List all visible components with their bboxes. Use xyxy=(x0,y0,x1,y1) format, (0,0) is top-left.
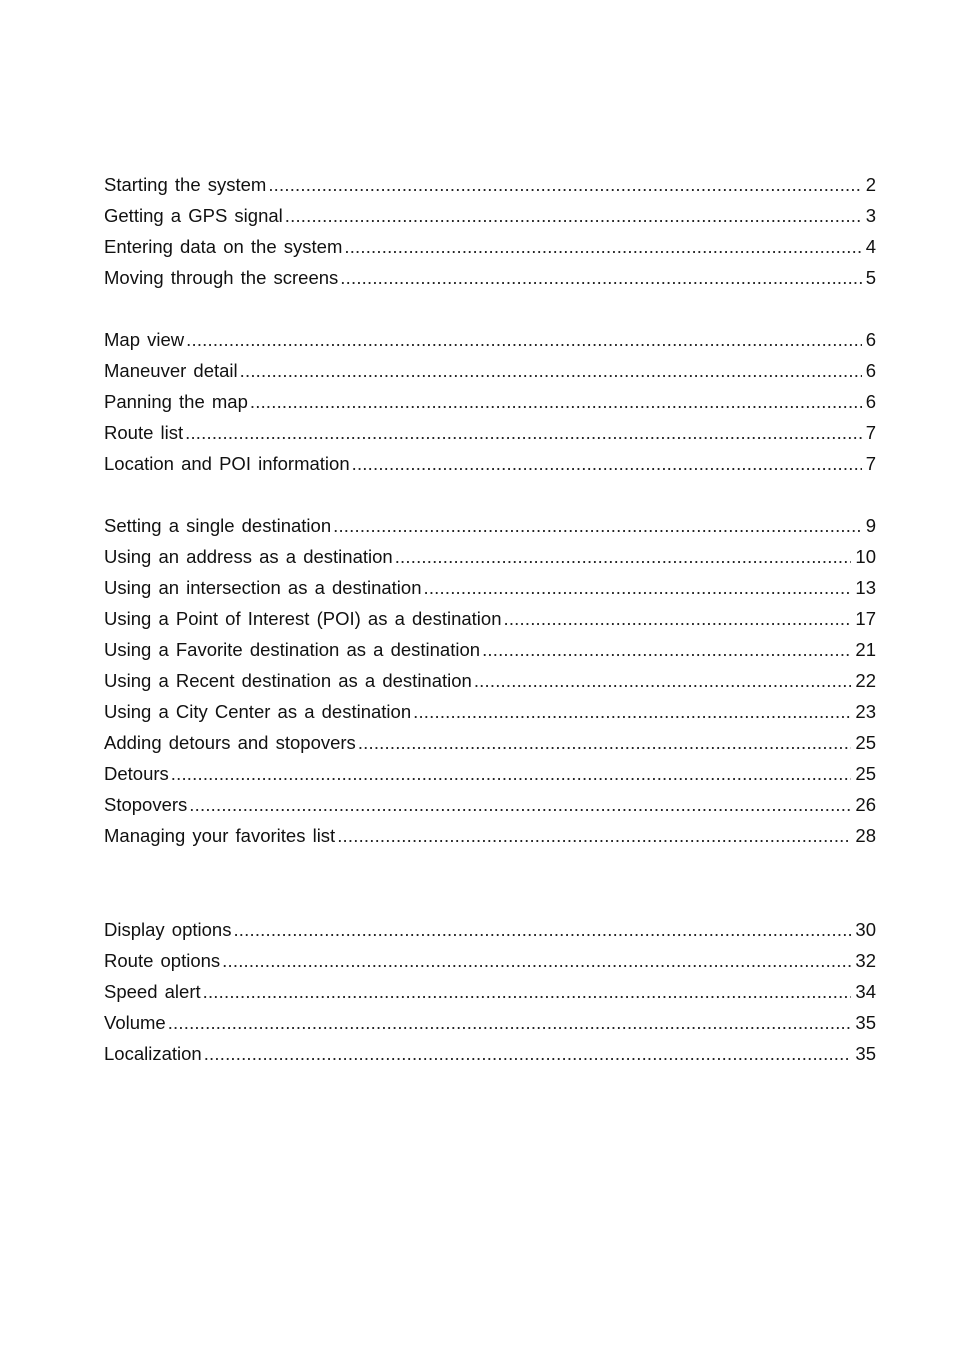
toc-group-destinations xyxy=(104,510,876,851)
toc-entry-title: Localization xyxy=(104,1043,202,1064)
toc-entry[interactable] xyxy=(104,572,876,603)
toc-entry-page: 35 xyxy=(855,1012,876,1033)
toc-entry-title: Managing your favorites list xyxy=(104,825,336,846)
table-of-contents xyxy=(104,169,876,1069)
toc-entry[interactable] xyxy=(104,510,876,541)
toc-entry-title: Speed alert xyxy=(104,981,201,1002)
dot-leader xyxy=(285,200,862,231)
dot-leader xyxy=(352,448,862,479)
toc-entry[interactable] xyxy=(104,262,876,293)
dot-leader xyxy=(268,169,861,200)
dot-leader xyxy=(337,820,851,851)
dot-leader xyxy=(340,262,861,293)
toc-entry[interactable] xyxy=(104,355,876,386)
toc-entry-title: Display options xyxy=(104,919,232,940)
toc-entry-page: 10 xyxy=(855,546,876,567)
dot-leader xyxy=(204,1038,852,1069)
toc-entry-page: 2 xyxy=(865,174,876,195)
toc-group-settings xyxy=(104,914,876,1069)
toc-entry-page: 5 xyxy=(865,267,876,288)
toc-entry-page: 7 xyxy=(865,453,876,474)
toc-entry[interactable] xyxy=(104,789,876,820)
toc-entry-page: 4 xyxy=(865,236,876,257)
toc-entry-title: Moving through the screens xyxy=(104,267,339,288)
dot-leader xyxy=(344,231,861,262)
toc-entry[interactable] xyxy=(104,945,876,976)
toc-entry-title: Detours xyxy=(104,763,169,784)
toc-entry-title: Using an address as a destination xyxy=(104,546,393,567)
toc-entry-page: 9 xyxy=(865,515,876,536)
toc-entry[interactable] xyxy=(104,200,876,231)
toc-entry[interactable] xyxy=(104,324,876,355)
toc-entry-title: Route options xyxy=(104,950,221,971)
dot-leader xyxy=(240,355,862,386)
dot-leader xyxy=(333,510,862,541)
toc-entry-page: 26 xyxy=(855,794,876,815)
toc-entry[interactable] xyxy=(104,758,876,789)
toc-entry-page: 25 xyxy=(855,763,876,784)
toc-entry[interactable] xyxy=(104,976,876,1007)
toc-entry[interactable] xyxy=(104,634,876,665)
toc-entry-page: 22 xyxy=(855,670,876,691)
toc-entry[interactable] xyxy=(104,914,876,945)
dot-leader xyxy=(504,603,852,634)
dot-leader xyxy=(185,417,862,448)
dot-leader xyxy=(424,572,852,603)
toc-entry-title: Location and POI information xyxy=(104,453,350,474)
dot-leader xyxy=(203,976,852,1007)
toc-entry-title: Panning the map xyxy=(104,391,248,412)
toc-entry-page: 23 xyxy=(855,701,876,722)
dot-leader xyxy=(168,1007,852,1038)
toc-entry-title: Stopovers xyxy=(104,794,188,815)
dot-leader xyxy=(358,727,852,758)
toc-entry-title: Map view xyxy=(104,329,185,350)
toc-entry[interactable] xyxy=(104,1007,876,1038)
toc-entry-title: Adding detours and stopovers xyxy=(104,732,356,753)
toc-entry-title: Volume xyxy=(104,1012,166,1033)
dot-leader xyxy=(186,324,862,355)
toc-entry-title: Setting a single destination xyxy=(104,515,332,536)
toc-entry-page: 13 xyxy=(855,577,876,598)
toc-entry-page: 7 xyxy=(865,422,876,443)
toc-entry[interactable] xyxy=(104,727,876,758)
toc-entry[interactable] xyxy=(104,665,876,696)
dot-leader xyxy=(482,634,851,665)
toc-entry-title: Maneuver detail xyxy=(104,360,238,381)
dot-leader xyxy=(189,789,851,820)
dot-leader xyxy=(250,386,862,417)
toc-entry-title: Route list xyxy=(104,422,184,443)
dot-leader xyxy=(233,914,851,945)
toc-entry-page: 25 xyxy=(855,732,876,753)
toc-entry[interactable] xyxy=(104,386,876,417)
toc-entry-title: Starting the system xyxy=(104,174,267,195)
toc-entry-page: 34 xyxy=(855,981,876,1002)
toc-entry[interactable] xyxy=(104,541,876,572)
toc-entry-page: 32 xyxy=(855,950,876,971)
dot-leader xyxy=(171,758,852,789)
toc-group-getting-started xyxy=(104,169,876,293)
toc-entry[interactable] xyxy=(104,1038,876,1069)
dot-leader xyxy=(413,696,851,727)
toc-entry-title: Using a Favorite destination as a destination xyxy=(104,639,481,660)
toc-entry-page: 6 xyxy=(865,360,876,381)
toc-entry[interactable] xyxy=(104,603,876,634)
toc-entry-title: Using a City Center as a destination xyxy=(104,701,412,722)
toc-entry[interactable] xyxy=(104,696,876,727)
toc-entry-page: 3 xyxy=(865,205,876,226)
toc-entry-page: 6 xyxy=(865,329,876,350)
toc-entry-page: 30 xyxy=(855,919,876,940)
toc-entry[interactable] xyxy=(104,820,876,851)
toc-group-map xyxy=(104,324,876,479)
toc-entry-page: 21 xyxy=(855,639,876,660)
toc-entry[interactable] xyxy=(104,169,876,200)
toc-entry-page: 35 xyxy=(855,1043,876,1064)
toc-entry-page: 17 xyxy=(855,608,876,629)
toc-entry[interactable] xyxy=(104,448,876,479)
dot-leader xyxy=(474,665,852,696)
toc-entry-title: Using a Point of Interest (POI) as a destination xyxy=(104,608,502,629)
toc-entry-title: Entering data on the system xyxy=(104,236,343,257)
toc-entry-page: 6 xyxy=(865,391,876,412)
toc-entry-title: Using an intersection as a destination xyxy=(104,577,422,598)
toc-entry-page: 28 xyxy=(855,825,876,846)
dot-leader xyxy=(222,945,851,976)
dot-leader xyxy=(395,541,852,572)
toc-entry[interactable] xyxy=(104,231,876,262)
toc-entry[interactable] xyxy=(104,417,876,448)
toc-entry-title: Getting a GPS signal xyxy=(104,205,283,226)
toc-entry-title: Using a Recent destination as a destination xyxy=(104,670,472,691)
